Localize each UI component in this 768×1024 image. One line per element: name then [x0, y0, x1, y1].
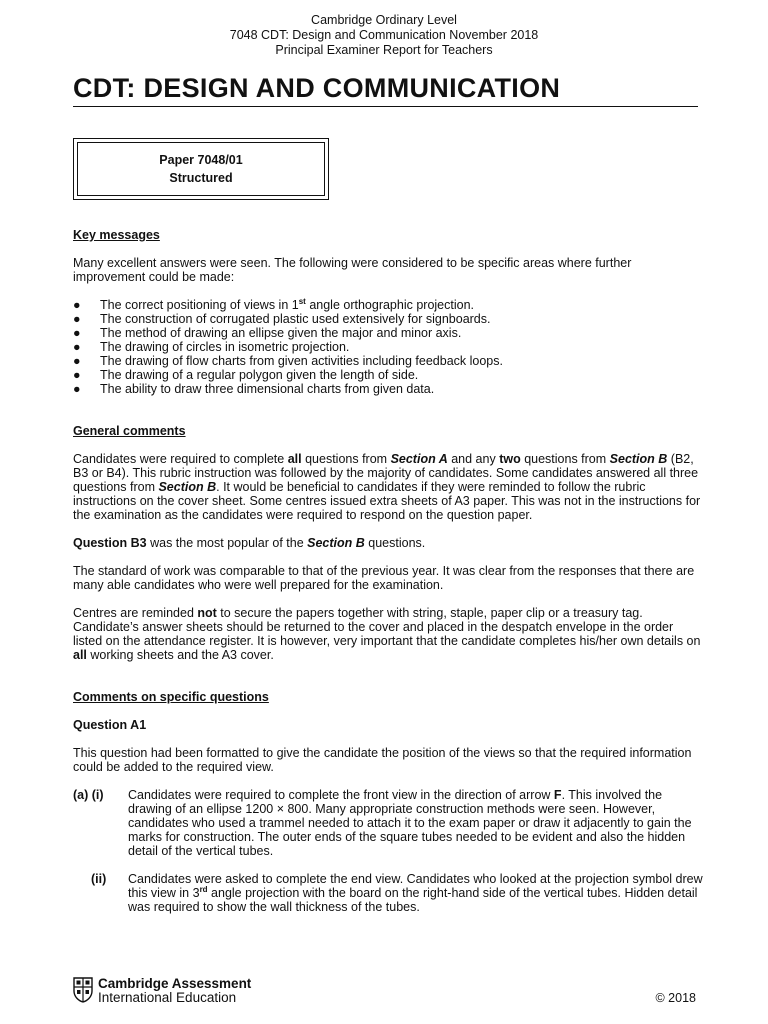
copyright-notice: © 2018: [655, 991, 696, 1005]
list-item: ● The drawing of a regular polygon given the length of side.: [73, 368, 419, 382]
bullet-icon: ●: [73, 382, 81, 396]
list-item: ● The correct positioning of views in 1st angle orthographic projection.: [73, 297, 475, 312]
header-line-2: 7048 CDT: Design and Communication November 2018: [229, 28, 539, 42]
bullet-icon: ●: [73, 368, 81, 382]
general-comments-paragraph-4: Centres are reminded not to secure the papers together with string, staple, paper clip or a treasury tag. Candidate’s answer sheets should be returned to the cover and placed in the despatch envelope in the order listed on the attendance register. It is however, very important that the candidate completes his/her own details on all working sheets and the A3 cover.: [73, 606, 701, 662]
question-a1-intro: This question had been formatted to give the candidate the position of the views so that the required information could be added to the required view.: [73, 746, 692, 774]
list-item: ● The drawing of flow charts from given activities including feedback loops.: [73, 354, 503, 368]
bullet-icon: ●: [73, 326, 81, 340]
general-comments-paragraph-2: Question B3 was the most popular of the Section B questions.: [73, 536, 426, 550]
question-text: Candidates were required to complete the front view in the direction of arrow F. This involved the drawing of an ellipse 1200 × 800. Many appropriate construction methods were seen. However, candidates who used a trammel needed to attach it to the exam paper or draw it adjacently to gain the marks for construction. The outer ends of the square tubes needed to be evident and also the hidden detail of the vertical tubes.: [128, 788, 692, 858]
bullet-icon: ●: [73, 312, 81, 326]
question-text: Candidates were asked to complete the end view. Candidates who looked at the projection symbol drew this view in 3rd angle projection with the board on the right-hand side of the vertical tubes. Hidden detail was required to show the wall thickness of the tubes.: [128, 872, 703, 914]
list-item: ● The construction of corrugated plastic used extensively for signboards.: [73, 312, 491, 326]
page-title: CDT: DESIGN AND COMMUNICATION: [73, 71, 698, 107]
header-line-1: Cambridge Ordinary Level: [311, 13, 457, 27]
question-a-i: [73, 788, 703, 858]
question-a-ii: [73, 872, 703, 914]
bullet-icon: ●: [73, 340, 81, 354]
paper-number: Paper 7048/01: [159, 153, 243, 167]
question-label: (ii): [91, 872, 107, 886]
list-item: ● The ability to draw three dimensional charts from given data.: [73, 382, 435, 396]
shield-icon: [73, 977, 93, 1003]
list-item: ● The method of drawing an ellipse given the major and minor axis.: [73, 326, 462, 340]
report-header: [0, 13, 768, 58]
key-messages-heading: Key messages: [73, 228, 160, 242]
report-body: [73, 228, 703, 928]
key-messages-list: [73, 298, 703, 396]
logo-name-line-2: International Education: [98, 990, 237, 1005]
list-item: ● The drawing of circles in isometric projection.: [73, 340, 350, 354]
paper-box-inner: [77, 142, 325, 196]
header-line-3: Principal Examiner Report for Teachers: [275, 43, 493, 57]
bullet-icon: ●: [73, 354, 81, 368]
logo-name-line-1: Cambridge Assessment: [98, 976, 252, 991]
general-comments-paragraph-3: The standard of work was comparable to that of the previous year. It was clear from the responses that there are many able candidates who were well prepared for the examination.: [73, 564, 695, 592]
specific-questions-heading: Comments on specific questions: [73, 690, 269, 704]
key-messages-intro: Many excellent answers were seen. The following were considered to be specific areas where further improvement could be made:: [73, 256, 632, 284]
question-a1-heading: Question A1: [73, 718, 147, 732]
bullet-icon: ●: [73, 298, 81, 312]
paper-type: Structured: [169, 171, 233, 185]
general-comments-heading: General comments: [73, 424, 186, 438]
general-comments-paragraph-1: Candidates were required to complete all questions from Section A and any two questions from Section B (B2, B3 or B4). This rubric instruction was followed by the majority of candidates. Some candidates answered all three questions from Section B. It would be beneficial to candidates if they were reminded to follow the rubric instructions on the cover sheet. Some centres issued extra sheets of A3 paper. This was not in the instructions for the examination as the candidates were required to respond on the question paper.: [73, 452, 701, 522]
question-label: (a) (i): [73, 788, 104, 802]
paper-box: [73, 138, 329, 200]
